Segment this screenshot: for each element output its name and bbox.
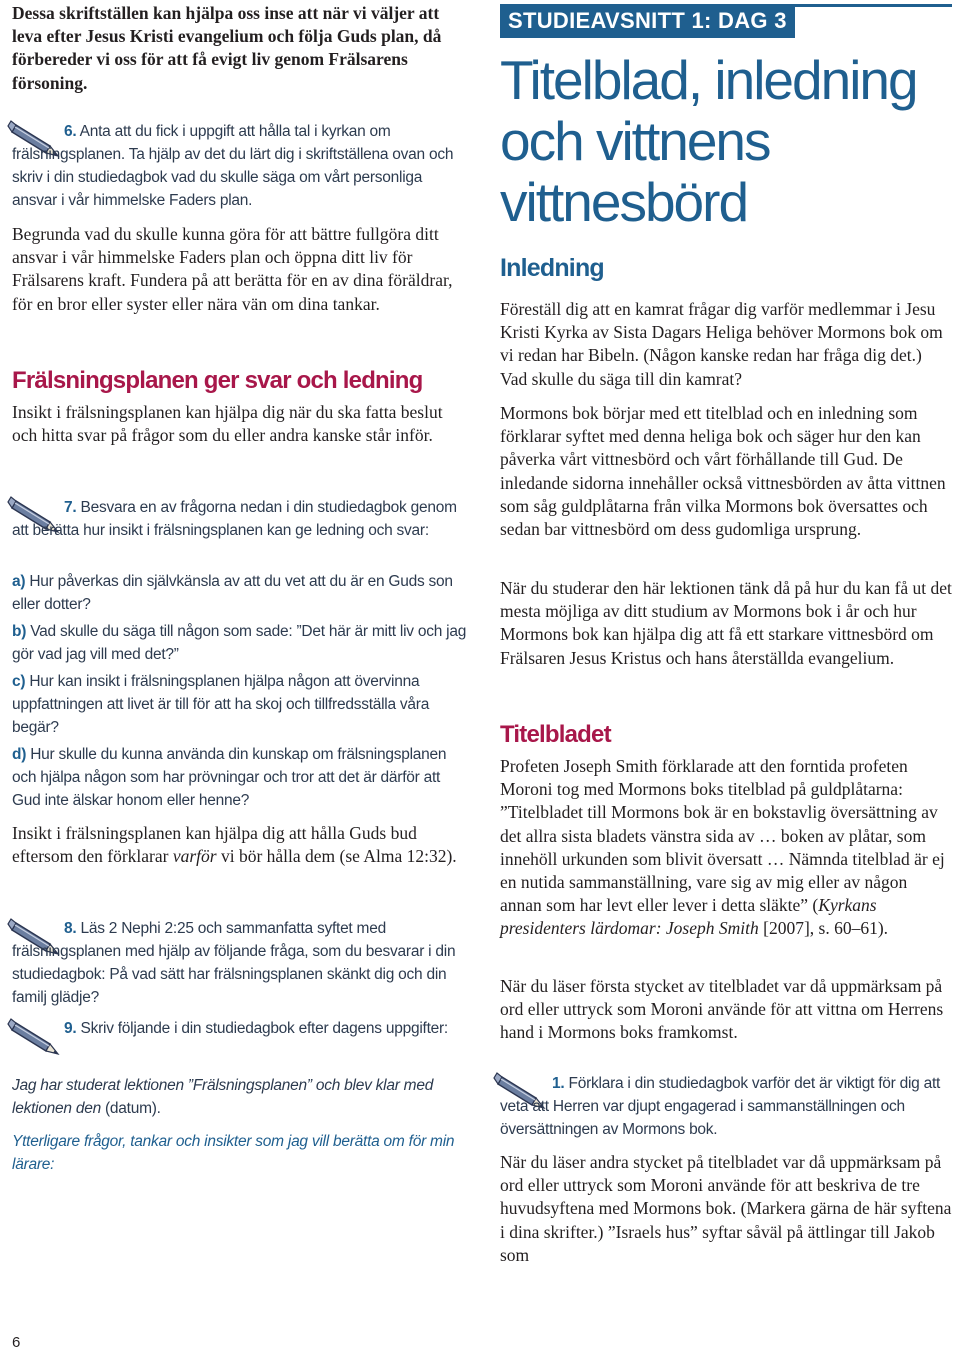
paragraph-andra-stycket: När du läser andra stycket på titelbladet var då uppmärksam på ord eller uttryck som Moroni använde för att beskriva de tre huvudsyftena med Mormons bok. (Markera gärna de här syftena i dina skrifter.) ”Israels hus” syftar såväl på ättlingar till Jakob som [500,1152,952,1265]
question-a [12,570,468,616]
activity-8-text: Läs 2 Nephi 2:25 och sammanfatta syftet med frälsningsplanen med hjälp av följande fråga, som du besvarar i din studiedagbok: På vad sätt har frälsningsplanen skänkt dig och din familj glädje? [12,920,456,1006]
activity-9 [12,1017,468,1040]
questions-for-teacher: Ytterligare frågor, tankar och insikter som jag vill berätta om för min lärare: [12,1133,455,1173]
page-number: 6 [12,1334,21,1351]
paragraph-profeten-part2: [2007], s. 60–61). [758,918,889,939]
paragraph-nar-du-studerar: När du studerar den här lektionen tänk då på hur du kan få ut det mesta möjliga av ditt studium av Mormons bok i år och hur Mormons bok kan hjälpa dig att få ett starkare vittnesbörd om Frälsaren Jesus Kristus och hans återställda evangelium. [500,578,952,668]
paragraph-varfor-part2: vi bör hålla dem (se Alma 12:32). [216,846,457,867]
paragraph-forsta-stycket: När du läser första stycket av titelbladet var då uppmärksam på ord eller uttryck som Moroni använde för att vittna om Herrens hand i Mormons boks framkomst. [500,976,944,1043]
activity-6 [12,120,468,212]
paragraph-profeten-source: Kyrkans presidenters lärdomar: Joseph Smith [500,895,877,939]
question-text: Hur skulle du kunna använda din kunskap om frälsningsplanen och hjälpa någon som har prövningar och tror att det är därför att Gud inte älskar honom eller henne? [12,746,447,809]
paragraph-varfor-part1: Insikt i frälsningsplanen kan hjälpa dig att hålla Guds bud eftersom den förklarar [12,823,417,867]
activity-7-text: Besvara en av frågorna nedan i din studiedagbok genom att berätta hur insikt i frälsningsplanen kan ge ledning och svar: [12,499,457,539]
subheading-inledning: Inledning [500,254,604,282]
paragraph-begrunda: Begrunda vad du skulle kunna göra för att bättre fullgöra ditt ansvar i vår himmelske Faders plan och öppna ditt liv för Frälsarens kraft. Fundera på att berätta för en av dina föräldrar, för en bror eller syster eller nära vän om dina tankar. [12,224,453,314]
lesson-title [500,50,952,233]
question-label: a) [12,573,26,590]
question-text: Hur kan insikt i frälsningsplanen hjälpa någon att övervinna uppfattningen att livet är till för att ha skoj och tillfredsställa våra begär? [12,673,430,736]
paragraph-insikt: Insikt i frälsningsplanen kan hjälpa dig när du ska fatta beslut och hitta svar på frågor som du eller andra kanske står inför. [12,402,443,446]
question-text: Vad skulle du säga till någon som sade: ”Det här är mitt liv och jag gör vad jag vill med det?” [12,623,467,663]
paragraph-profeten-part1: Profeten Joseph Smith förklarade att den forntida profeten Moroni tog med Mormons boks titelblad på guldplåtarna: ”Titelbladet till Mormons bok är en bokstavlig översättning av det allra sista bladets vänstra sida av … boken av plåtar, som innehöll urkunden som blivit översatt … Nämnda titelblad är ej en nutida sammanställning, vare sig av mig eller av någon annan som har levt eller lever i detta släkte” ( [500,756,945,916]
paragraph-forestall: Föreställ dig att en kamrat frågar dig varför medlemmar i Jesu Kristi Kyrka av Sista Dagars Heliga behöver Mormons bok om vi redan har Bibeln. (Någon kanske redan har fråga dig det.) Vad skulle du säga till din kamrat? [500,299,943,389]
activity-r1-number: 1. [552,1075,565,1092]
activity-7 [12,496,468,542]
question-d [12,743,462,812]
question-label: d) [12,746,27,763]
paragraph-varfor-emphasis: varför [172,846,217,867]
lesson-title-line: Titelblad, inledning [500,49,917,111]
question-b [12,620,468,666]
lesson-title-line: vittnesbörd [500,171,748,233]
journal-line-italic: Jag har studerat lektionen ”Frälsningsplanen” och blev klar med lektionen den [12,1077,434,1117]
paragraph-varfor [12,822,468,868]
activity-r1 [500,1072,952,1141]
question-text: Hur påverkas din självkänsla av att du vet att du är en Guds son eller dotter? [12,573,453,613]
section-heading: Frälsningsplanen ger svar och ledning [12,367,423,394]
question-label: b) [12,623,27,640]
activity-8-number: 8. [64,920,77,937]
activity-9-text: Skriv följande i din studiedagbok efter dagens uppgifter: [80,1020,448,1037]
lesson-title-line: och vittnens [500,110,770,172]
intro-bold: Dessa skriftställen kan hjälpa oss inse att när vi väljer att leva efter Jesus Kristi evangelium och följa Guds plan, då förbereder vi oss för att få evigt liv genom Frälsarens försoning. [12,3,442,93]
activity-6-number: 6. [64,123,77,140]
activity-7-number: 7. [64,499,77,516]
journal-line-date: (datum). [100,1100,161,1117]
activity-r1-text: Förklara i din studiedagbok varför det är viktigt för dig att veta att Herren var djupt engagerad i sammanställningen och översättningen av Mormons bok. [500,1075,941,1138]
activity-8 [12,917,468,1009]
subheading-titelbladet: Titelbladet [500,721,611,748]
question-c [12,670,468,739]
question-label: c) [12,673,26,690]
study-unit-tag: STUDIEAVSNITT 1: DAG 3 [500,4,795,38]
activity-6-text: Anta att du fick i uppgift att hålla tal i kyrkan om frälsningsplanen. Ta hjälp av det du lärt dig i skriftställena ovan och skriv i din studiedagbok vad du skulle säga om vårt personliga ansvar i vår himmelske Faders plan. [12,123,454,209]
paragraph-mormons-bok: Mormons bok börjar med ett titelblad och en inledning som förklarar syftet med denna heliga bok och säger hur den kan påverka vårt vittnesbörd och vårt förhållande till Gud. De inledande sidorna innehåller också vittnesbörden av åtta vittnen som såg guldplåtarna från vilka Mormons bok översattes och sedan bar vittnesbörd om dess gudomliga ursprung. [500,403,946,540]
journal-line [12,1074,468,1120]
activity-9-number: 9. [64,1020,77,1037]
paragraph-profeten [500,755,952,941]
